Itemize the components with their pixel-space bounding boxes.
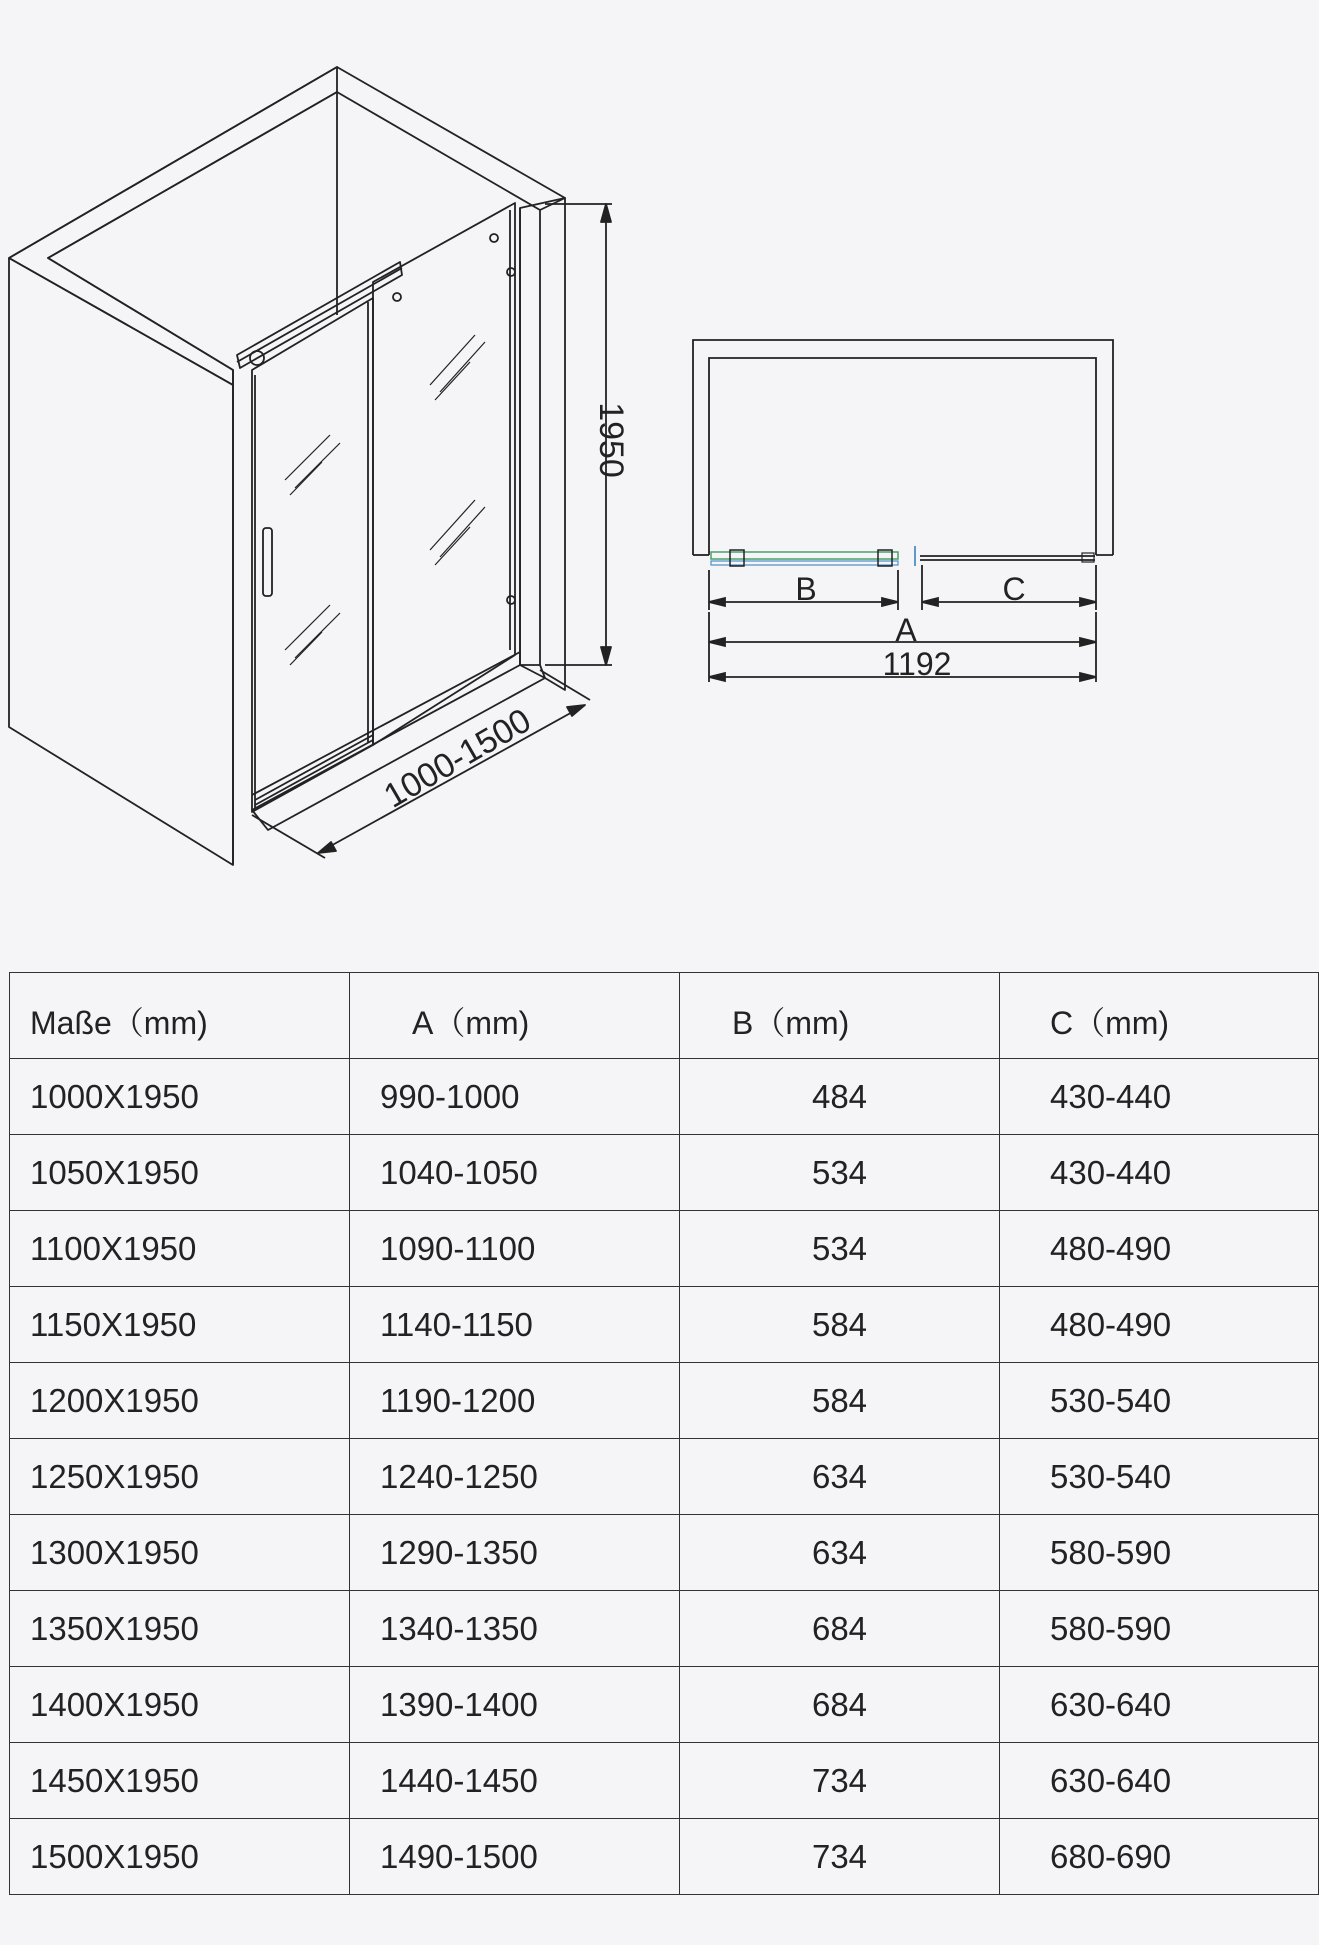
cell-a: 1190-1200 [350, 1363, 680, 1439]
cell-a: 1240-1250 [350, 1439, 680, 1515]
cell-size: 1100X1950 [10, 1211, 350, 1287]
table-row [10, 1515, 1319, 1591]
table-row [10, 1667, 1319, 1743]
cell-c: 430-440 [1000, 1135, 1319, 1211]
cell-a: 1040-1050 [350, 1135, 680, 1211]
header-size: Maße（mm) [10, 973, 350, 1059]
cell-size: 1400X1950 [10, 1667, 350, 1743]
cell-c: 430-440 [1000, 1059, 1319, 1135]
table-row [10, 1287, 1319, 1363]
cell-size: 1450X1950 [10, 1743, 350, 1819]
cell-size: 1150X1950 [10, 1287, 350, 1363]
cell-a: 1490-1500 [350, 1819, 680, 1895]
table-body [10, 1059, 1319, 1895]
plan-label-total: 1192 [882, 646, 952, 682]
door-handle [263, 528, 272, 596]
plan-door-track [711, 546, 1095, 566]
plan-inner-wall [709, 358, 1096, 555]
width-label: 1000-1500 [377, 701, 538, 816]
cell-b: 734 [680, 1819, 1000, 1895]
cell-size: 1250X1950 [10, 1439, 350, 1515]
cell-c: 580-590 [1000, 1591, 1319, 1667]
cell-c: 530-540 [1000, 1439, 1319, 1515]
cell-b: 684 [680, 1667, 1000, 1743]
header-a: A（mm) [350, 973, 680, 1059]
plan-label-b: B [795, 571, 817, 607]
cell-c: 480-490 [1000, 1211, 1319, 1287]
right-pillar [520, 198, 565, 690]
cell-size: 1350X1950 [10, 1591, 350, 1667]
cell-b: 584 [680, 1287, 1000, 1363]
cell-b: 634 [680, 1439, 1000, 1515]
cell-b: 684 [680, 1591, 1000, 1667]
cell-c: 630-640 [1000, 1743, 1319, 1819]
fixed-glass-panel [373, 203, 515, 745]
cell-b: 534 [680, 1211, 1000, 1287]
cell-c: 680-690 [1000, 1819, 1319, 1895]
cell-a: 1390-1400 [350, 1667, 680, 1743]
table-header-row [10, 973, 1319, 1059]
cell-c: 530-540 [1000, 1363, 1319, 1439]
cell-size: 1000X1950 [10, 1059, 350, 1135]
cell-size: 1200X1950 [10, 1363, 350, 1439]
cell-a: 1290-1350 [350, 1515, 680, 1591]
table-row [10, 1819, 1319, 1895]
sliding-glass-panel [252, 298, 373, 812]
cell-b: 484 [680, 1059, 1000, 1135]
isometric-view [9, 67, 612, 865]
table-row [10, 1135, 1319, 1211]
table-row [10, 1059, 1319, 1135]
table-row [10, 1211, 1319, 1287]
shower-door-drawing [0, 0, 1135, 900]
cell-b: 584 [680, 1363, 1000, 1439]
table-row [10, 1363, 1319, 1439]
header-b: B（mm) [680, 973, 1000, 1059]
cell-c: 480-490 [1000, 1287, 1319, 1363]
plan-label-c: C [1002, 571, 1026, 607]
glass-reflections [285, 335, 485, 665]
plan-outer-wall [693, 340, 1113, 555]
plan-label-a: A [895, 612, 917, 648]
cell-a: 990-1000 [350, 1059, 680, 1135]
cell-b: 534 [680, 1135, 1000, 1211]
cell-a: 1340-1350 [350, 1591, 680, 1667]
height-label: 1950 [592, 402, 630, 478]
table-row [10, 1439, 1319, 1515]
cell-a: 1440-1450 [350, 1743, 680, 1819]
cell-b: 634 [680, 1515, 1000, 1591]
cell-c: 580-590 [1000, 1515, 1319, 1591]
cell-b: 734 [680, 1743, 1000, 1819]
table-row [10, 1591, 1319, 1667]
cell-size: 1050X1950 [10, 1135, 350, 1211]
cell-c: 630-640 [1000, 1667, 1319, 1743]
cell-size: 1500X1950 [10, 1819, 350, 1895]
cell-a: 1140-1150 [350, 1287, 680, 1363]
cell-a: 1090-1100 [350, 1211, 680, 1287]
cell-size: 1300X1950 [10, 1515, 350, 1591]
header-c: C（mm) [1000, 973, 1319, 1059]
table-row [10, 1743, 1319, 1819]
size-table [9, 972, 1319, 1895]
